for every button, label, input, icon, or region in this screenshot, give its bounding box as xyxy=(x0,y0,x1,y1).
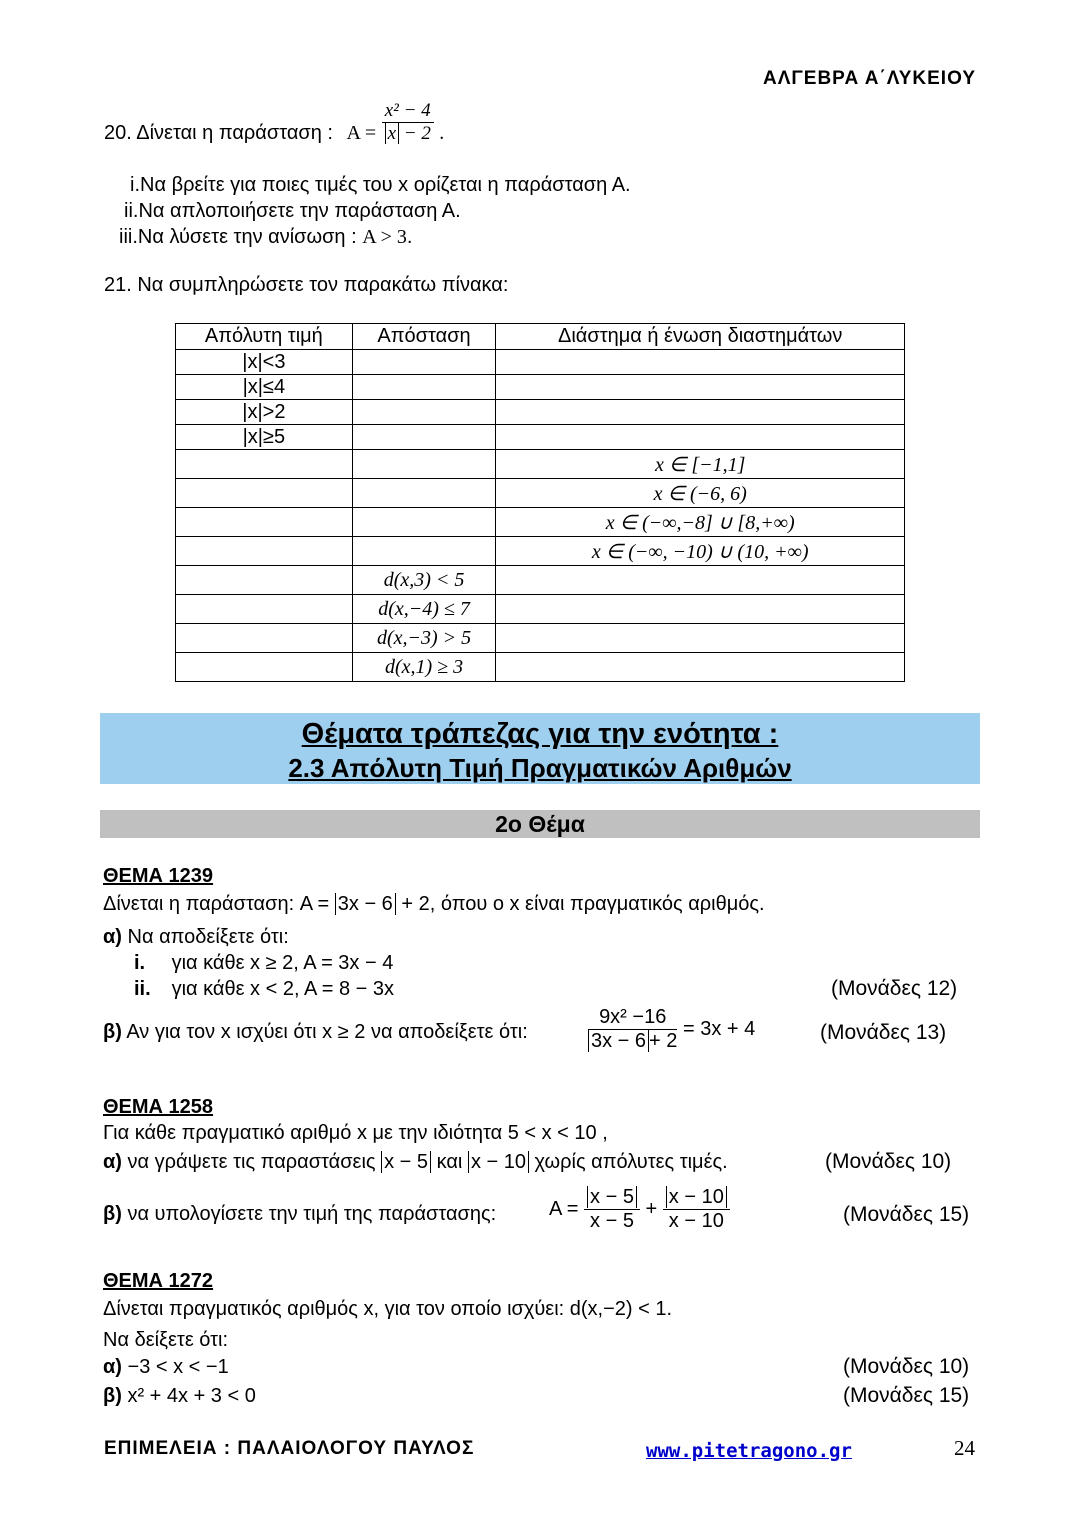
table-cell: |x|≥5 xyxy=(176,425,353,450)
part-text: Να αποδείξετε ότι: xyxy=(127,926,289,948)
table-cell: d(x,−3) > 5 xyxy=(352,624,496,653)
b-num-abs: x − 5 xyxy=(587,1186,637,1208)
q20-den-abs: x xyxy=(385,123,399,144)
table-cell xyxy=(352,537,496,566)
part-text: να γράψετε τις παραστάσεις xyxy=(127,1151,376,1173)
table-cell xyxy=(352,375,496,400)
theme-1239-a-marks: (Μονάδες 12) xyxy=(831,977,958,1000)
table-row xyxy=(176,479,905,508)
theme-1258-title: ΘΕΜΑ 1258 xyxy=(103,1096,214,1118)
q20-fraction-denominator xyxy=(382,123,434,145)
theme-1239-part-a-i xyxy=(134,952,393,975)
table-cell xyxy=(352,350,496,375)
theme-1239-intro xyxy=(103,893,765,916)
sub-label: ii. xyxy=(134,978,151,1000)
section-banner xyxy=(100,713,980,784)
table-header: Απόσταση xyxy=(352,324,496,350)
table-row xyxy=(176,375,905,400)
absolute-value-table xyxy=(175,323,905,682)
q20-expr-lhs: A = xyxy=(346,122,377,144)
theme-1258-b-marks: (Μονάδες 15) xyxy=(843,1203,970,1226)
banner-title: Θέματα τράπεζας για την ενότητα : xyxy=(301,718,779,750)
part-text: και xyxy=(436,1151,463,1173)
intro-text: Δίνεται πραγματικός αριθμός x, για τον οποίο ισχύει: xyxy=(103,1298,565,1320)
theme-1272-intro xyxy=(103,1298,672,1321)
part-label: β) xyxy=(103,1385,122,1407)
table-cell: d(x,3) < 5 xyxy=(352,566,496,595)
theme-1272-part-a xyxy=(103,1356,229,1379)
table-cell xyxy=(352,450,496,479)
theme-1239-b-marks: (Μονάδες 13) xyxy=(820,1021,947,1044)
theme-1258-part-b xyxy=(103,1203,496,1226)
table-cell xyxy=(496,595,905,624)
table-cell xyxy=(352,400,496,425)
intro-expr-lhs: A = xyxy=(299,893,330,915)
b-fraction-numerator xyxy=(663,1186,730,1210)
b-fraction-1 xyxy=(584,1186,640,1233)
theme-1239-part-a-ii xyxy=(134,978,394,1001)
footer-author: ΕΠΙΜΕΛΕΙΑ : ΠΑΛΑΙΟΛΟΓΟΥ ΠΑΥΛΟΣ xyxy=(104,1438,475,1459)
table-cell xyxy=(352,425,496,450)
banner-subtitle: 2.3 Απόλυτη Τιμή Πραγματικών Αριθμών xyxy=(288,753,792,783)
intro-text: Δίνεται η παράσταση: xyxy=(103,893,295,915)
b-lhs: A = xyxy=(549,1198,579,1220)
theme-1239-part-b xyxy=(103,1021,528,1044)
q20-item-ii xyxy=(124,200,461,223)
table-cell xyxy=(176,450,353,479)
table-row xyxy=(176,624,905,653)
q20-label: 20. Δίνεται η παράσταση : xyxy=(104,122,333,144)
part-label: α) xyxy=(103,1356,122,1378)
table-row xyxy=(176,508,905,537)
table-cell xyxy=(176,566,353,595)
table-cell xyxy=(176,624,353,653)
b-fraction-denominator: x − 10 xyxy=(668,1210,724,1232)
section-title-bar: 2ο Θέμα xyxy=(100,810,980,838)
q20-item-label: iii. xyxy=(119,226,138,248)
b-fraction xyxy=(588,1006,677,1053)
table-header: Διάστημα ή ένωση διαστημάτων xyxy=(496,324,905,350)
theme-1239-part-a xyxy=(103,926,289,949)
q20-item-math: A > 3 xyxy=(362,226,407,248)
intro-expr-abs: 3x − 6 xyxy=(335,893,396,915)
table-cell xyxy=(352,479,496,508)
table-cell: x ∈ (−∞,−8] ∪ [8,+∞) xyxy=(496,508,905,537)
theme-1272-b-marks: (Μονάδες 15) xyxy=(843,1384,970,1407)
theme-1258-a-marks: (Μονάδες 10) xyxy=(825,1150,952,1173)
table-cell xyxy=(352,508,496,537)
table-cell: |x|<3 xyxy=(176,350,353,375)
theme-1272-a-marks: (Μονάδες 10) xyxy=(843,1355,970,1378)
table-cell xyxy=(176,653,353,682)
table-cell: |x|≤4 xyxy=(176,375,353,400)
part-math: x² + 4x + 3 < 0 xyxy=(127,1385,256,1407)
table-cell: |x|>2 xyxy=(176,400,353,425)
theme-1272-show: Να δείξετε ότι: xyxy=(103,1329,229,1351)
table-row xyxy=(176,350,905,375)
b-num-abs: x − 10 xyxy=(666,1186,727,1208)
table-cell: x ∈ (−6, 6) xyxy=(496,479,905,508)
table-cell: d(x,1) ≥ 3 xyxy=(352,653,496,682)
b-fraction-numerator: 9x² −16 xyxy=(588,1006,677,1030)
q20-item-text: Να απλοποιήσετε την παράσταση Α. xyxy=(138,200,461,222)
intro-expr-rest: + 2 xyxy=(401,893,430,915)
part-label: β) xyxy=(103,1203,122,1225)
q21-statement: 21. Να συμπληρώσετε τον παρακάτω πίνακα: xyxy=(104,274,509,296)
q20-item-i xyxy=(130,174,631,197)
part-text: να υπολογίσετε την τιμή της παράστασης: xyxy=(127,1203,497,1225)
q20-den-rest: − 2 xyxy=(399,123,431,145)
q20-statement xyxy=(104,100,445,145)
b-fraction-2 xyxy=(663,1186,730,1233)
part-text: Αν για τον x ισχύει ότι xyxy=(126,1021,317,1043)
part-label: α) xyxy=(103,1151,122,1173)
table-row xyxy=(176,653,905,682)
part-math: −3 < x < −1 xyxy=(127,1356,229,1378)
q20-item-iii xyxy=(119,226,412,249)
part-label: α) xyxy=(103,926,122,948)
theme-1272-title: ΘΕΜΑ 1272 xyxy=(103,1270,214,1292)
table-row xyxy=(176,595,905,624)
table-row xyxy=(176,537,905,566)
intro-post: , όπου ο x είναι πραγματικός αριθμός. xyxy=(429,893,765,915)
theme-1258-intro xyxy=(103,1122,608,1145)
table-cell: d(x,−4) ≤ 7 xyxy=(352,595,496,624)
q20-expr-end: . xyxy=(439,122,445,144)
abs-expression: x − 5 xyxy=(381,1151,431,1173)
page-number: 24 xyxy=(954,1436,975,1460)
table-cell xyxy=(496,425,905,450)
table-row xyxy=(176,566,905,595)
b-fraction-denominator: x − 5 xyxy=(590,1210,634,1232)
part-text: χωρίς απόλυτες τιμές. xyxy=(534,1151,728,1173)
page-header-title: ΑΛΓΕΒΡΑ Α΄ΛΥΚΕΙΟΥ xyxy=(762,68,976,89)
table-cell xyxy=(496,400,905,425)
sub-text: για κάθε xyxy=(171,978,245,1000)
table-header: Απόλυτη τιμή xyxy=(176,324,353,350)
intro-text: Για κάθε πραγματικό αριθμό x με την ιδιότητα xyxy=(103,1122,503,1144)
table-cell xyxy=(176,595,353,624)
table-header-row xyxy=(176,324,905,350)
table-cell xyxy=(496,350,905,375)
table-cell xyxy=(176,479,353,508)
table-cell xyxy=(176,537,353,566)
b-rhs: = 3x + 4 xyxy=(682,1017,756,1040)
q20-item-text: Να λύσετε την ανίσωση : xyxy=(137,226,357,248)
part-label: β) xyxy=(103,1021,122,1043)
table-cell xyxy=(176,508,353,537)
theme-1239-title: ΘΕΜΑ 1239 xyxy=(103,865,214,887)
q20-fraction xyxy=(382,100,434,145)
q20-item-label: ii. xyxy=(124,200,139,222)
sub-label: i. xyxy=(134,952,146,974)
part-math: x ≥ 2 xyxy=(322,1021,366,1043)
sub-math: x < 2, A = 8 − 3x xyxy=(250,978,395,1000)
theme-1239-b-formula xyxy=(588,1006,755,1053)
q20-item-label: i. xyxy=(130,174,140,196)
part-text: να αποδείξετε ότι: xyxy=(370,1021,528,1043)
table-cell xyxy=(496,624,905,653)
table-row xyxy=(176,425,905,450)
intro-math: d(x,−2) < 1. xyxy=(569,1298,673,1320)
b-plus: + xyxy=(645,1198,658,1220)
table-row xyxy=(176,400,905,425)
b-fraction-numerator xyxy=(584,1186,640,1210)
footer-website-link[interactable]: www.pitetragono.gr xyxy=(646,1440,852,1462)
abs-expression: x − 10 xyxy=(468,1151,529,1173)
q20-fraction-numerator: x² − 4 xyxy=(382,100,434,123)
table-cell xyxy=(496,653,905,682)
table-cell xyxy=(496,375,905,400)
table-cell: x ∈ [−1,1] xyxy=(496,450,905,479)
b-fraction-denominator xyxy=(588,1030,677,1053)
b-den-abs: 3x − 6 xyxy=(588,1030,649,1052)
q20-item-end: . xyxy=(406,226,413,248)
intro-math: 5 < x < 10 , xyxy=(507,1122,608,1144)
b-den-rest: + 2 xyxy=(649,1030,678,1052)
theme-1258-part-a xyxy=(103,1151,728,1174)
q20-item-text: Να βρείτε για ποιες τιμές του x ορίζεται η παράσταση Α. xyxy=(140,174,631,196)
sub-math: x ≥ 2, A = 3x − 4 xyxy=(250,952,394,974)
theme-1272-part-b xyxy=(103,1385,256,1408)
table-row xyxy=(176,450,905,479)
table-cell xyxy=(496,566,905,595)
theme-1258-b-formula xyxy=(549,1186,730,1233)
table-cell: x ∈ (−∞, −10) ∪ (10, +∞) xyxy=(496,537,905,566)
sub-text: για κάθε xyxy=(171,952,245,974)
